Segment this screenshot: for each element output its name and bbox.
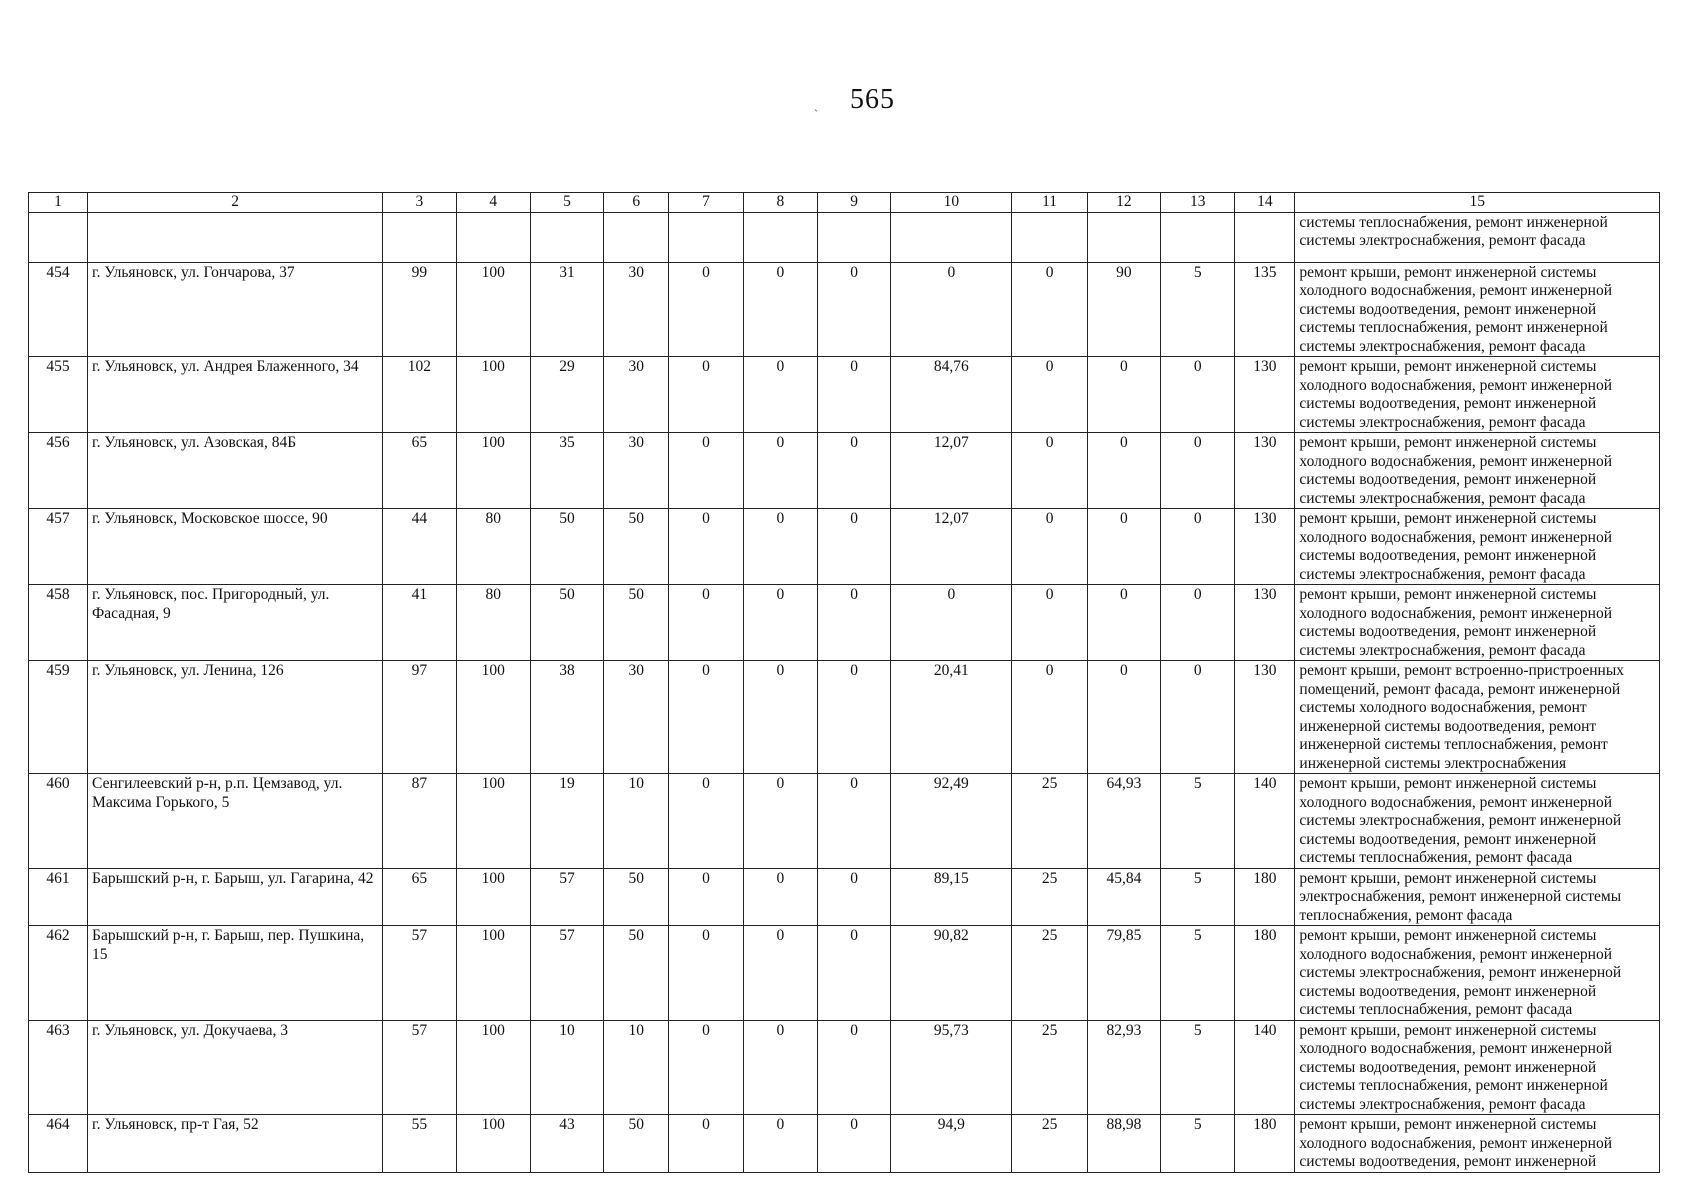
value-cell: 80 [456, 585, 530, 661]
value-cell: 100 [456, 1020, 530, 1115]
column-header: 4 [456, 193, 530, 213]
row-number: 458 [29, 585, 88, 661]
value-cell: 0 [743, 661, 817, 774]
row-number [29, 212, 88, 262]
value-cell: 100 [456, 262, 530, 357]
value-cell: 130 [1235, 357, 1295, 433]
value-cell: 25 [1012, 1115, 1087, 1173]
value-cell: 0 [817, 262, 890, 357]
value-cell [817, 212, 890, 262]
value-cell: 57 [383, 926, 456, 1021]
column-header: 10 [891, 193, 1012, 213]
value-cell: 5 [1161, 774, 1235, 869]
value-cell: 0 [1161, 661, 1235, 774]
value-cell: 35 [530, 433, 603, 509]
table-row [29, 433, 1660, 509]
table-row [29, 926, 1660, 1021]
value-cell: 0 [669, 868, 743, 926]
column-header: 9 [817, 193, 890, 213]
value-cell: 31 [530, 262, 603, 357]
value-cell: 44 [383, 509, 456, 585]
column-header: 11 [1012, 193, 1087, 213]
value-cell: 50 [530, 585, 603, 661]
value-cell: 135 [1235, 262, 1295, 357]
value-cell [669, 212, 743, 262]
value-cell: 0 [891, 585, 1012, 661]
value-cell: 0 [817, 509, 890, 585]
value-cell: 0 [1087, 357, 1160, 433]
value-cell: 57 [530, 926, 603, 1021]
value-cell: 0 [1012, 433, 1087, 509]
value-cell: 25 [1012, 774, 1087, 869]
works-cell: ремонт крыши, ремонт инженерной системы холодного водоснабжения, ремонт инженерной системы электроснабжения, ремонт инженерной системы водоотведения, ремонт инженерной системы теплоснабжения, ремонт фасада [1295, 926, 1660, 1021]
value-cell: 0 [1012, 585, 1087, 661]
table-row [29, 1115, 1660, 1173]
value-cell: 0 [817, 1020, 890, 1115]
repair-register-table [28, 192, 1660, 1173]
value-cell: 50 [604, 926, 669, 1021]
address-cell: г. Ульяновск, пос. Пригородный, ул. Фасадная, 9 [88, 585, 383, 661]
value-cell: 0 [817, 433, 890, 509]
value-cell: 5 [1161, 868, 1235, 926]
value-cell: 29 [530, 357, 603, 433]
value-cell: 64,93 [1087, 774, 1160, 869]
value-cell: 84,76 [891, 357, 1012, 433]
page-number: 565 [850, 84, 895, 115]
column-header: 12 [1087, 193, 1160, 213]
address-cell: г. Ульяновск, Московское шоссе, 90 [88, 509, 383, 585]
value-cell: 0 [669, 433, 743, 509]
value-cell: 20,41 [891, 661, 1012, 774]
value-cell: 0 [743, 1115, 817, 1173]
table-row [29, 868, 1660, 926]
value-cell: 88,98 [1087, 1115, 1160, 1173]
column-header: 1 [29, 193, 88, 213]
value-cell: 0 [817, 357, 890, 433]
value-cell: 25 [1012, 868, 1087, 926]
row-number: 457 [29, 509, 88, 585]
value-cell: 0 [1161, 357, 1235, 433]
value-cell: 100 [456, 661, 530, 774]
works-cell: ремонт крыши, ремонт инженерной системы холодного водоснабжения, ремонт инженерной системы водоотведения, ремонт инженерной системы теплоснабжения, ремонт инженерной системы электроснабжения, ремонт фасада [1295, 262, 1660, 357]
works-cell: ремонт крыши, ремонт инженерной системы электроснабжения, ремонт инженерной системы теплоснабжения, ремонт фасада [1295, 868, 1660, 926]
value-cell: 79,85 [1087, 926, 1160, 1021]
address-cell: г. Ульяновск, ул. Азовская, 84Б [88, 433, 383, 509]
value-cell: 0 [669, 1020, 743, 1115]
works-cell: ремонт крыши, ремонт инженерной системы холодного водоснабжения, ремонт инженерной системы водоотведения, ремонт инженерной системы электроснабжения, ремонт фасада [1295, 585, 1660, 661]
value-cell: 180 [1235, 1115, 1295, 1173]
table-row [29, 509, 1660, 585]
table-row [29, 661, 1660, 774]
column-header: 14 [1235, 193, 1295, 213]
address-cell [88, 212, 383, 262]
value-cell: 0 [817, 774, 890, 869]
table-row [29, 1020, 1660, 1115]
value-cell: 0 [817, 1115, 890, 1173]
value-cell: 95,73 [891, 1020, 1012, 1115]
page-mark: ˏ [814, 98, 818, 112]
column-header: 7 [669, 193, 743, 213]
value-cell: 0 [669, 661, 743, 774]
value-cell: 30 [604, 262, 669, 357]
value-cell [1161, 212, 1235, 262]
value-cell: 100 [456, 774, 530, 869]
value-cell: 41 [383, 585, 456, 661]
value-cell: 0 [1012, 509, 1087, 585]
value-cell: 50 [530, 509, 603, 585]
value-cell: 100 [456, 357, 530, 433]
value-cell: 25 [1012, 1020, 1087, 1115]
value-cell: 90 [1087, 262, 1160, 357]
value-cell: 30 [604, 661, 669, 774]
value-cell: 0 [669, 1115, 743, 1173]
value-cell: 0 [669, 774, 743, 869]
column-header: 6 [604, 193, 669, 213]
value-cell: 100 [456, 1115, 530, 1173]
address-cell: Сенгилеевский р-н, р.п. Цемзавод, ул. Максима Горького, 5 [88, 774, 383, 869]
table-row [29, 212, 1660, 262]
value-cell [383, 212, 456, 262]
value-cell: 100 [456, 926, 530, 1021]
value-cell: 140 [1235, 1020, 1295, 1115]
value-cell: 50 [604, 1115, 669, 1173]
column-number-row [29, 193, 1660, 213]
value-cell: 0 [1087, 433, 1160, 509]
value-cell: 50 [604, 509, 669, 585]
value-cell: 65 [383, 868, 456, 926]
value-cell: 0 [1012, 661, 1087, 774]
value-cell: 92,49 [891, 774, 1012, 869]
value-cell: 0 [891, 262, 1012, 357]
row-number: 456 [29, 433, 88, 509]
column-header: 5 [530, 193, 603, 213]
value-cell: 130 [1235, 585, 1295, 661]
value-cell: 0 [1161, 585, 1235, 661]
value-cell: 0 [743, 509, 817, 585]
value-cell: 130 [1235, 661, 1295, 774]
value-cell: 0 [1012, 262, 1087, 357]
value-cell: 0 [1161, 509, 1235, 585]
value-cell: 0 [817, 868, 890, 926]
address-cell: г. Ульяновск, пр-т Гая, 52 [88, 1115, 383, 1173]
table-row [29, 585, 1660, 661]
value-cell: 50 [604, 585, 669, 661]
value-cell: 0 [743, 357, 817, 433]
row-number: 460 [29, 774, 88, 869]
value-cell: 0 [743, 926, 817, 1021]
column-header: 8 [743, 193, 817, 213]
value-cell: 5 [1161, 926, 1235, 1021]
row-number: 454 [29, 262, 88, 357]
address-cell: г. Ульяновск, ул. Ленина, 126 [88, 661, 383, 774]
value-cell: 94,9 [891, 1115, 1012, 1173]
address-cell: г. Ульяновск, ул. Андрея Блаженного, 34 [88, 357, 383, 433]
value-cell: 99 [383, 262, 456, 357]
works-cell: системы теплоснабжения, ремонт инженерной системы электроснабжения, ремонт фасада [1295, 212, 1660, 262]
value-cell: 10 [604, 774, 669, 869]
value-cell: 65 [383, 433, 456, 509]
works-cell: ремонт крыши, ремонт инженерной системы холодного водоснабжения, ремонт инженерной системы водоотведения, ремонт инженерной системы электроснабжения, ремонт фасада [1295, 357, 1660, 433]
column-header: 2 [88, 193, 383, 213]
value-cell: 100 [456, 433, 530, 509]
value-cell: 0 [669, 509, 743, 585]
row-number: 464 [29, 1115, 88, 1173]
value-cell: 0 [669, 585, 743, 661]
works-cell: ремонт крыши, ремонт встроенно-пристроенных помещений, ремонт фасада, ремонт инженерной системы холодного водоснабжения, ремонт инженерной системы водоотведения, ремонт инженерной системы теплоснабжения, ремонт инженерной системы электроснабжения [1295, 661, 1660, 774]
value-cell [891, 212, 1012, 262]
value-cell: 102 [383, 357, 456, 433]
works-cell: ремонт крыши, ремонт инженерной системы холодного водоснабжения, ремонт инженерной системы водоотведения, ремонт инженерной системы теплоснабжения, ремонт инженерной системы электроснабжения, ремонт фасада [1295, 1020, 1660, 1115]
value-cell: 82,93 [1087, 1020, 1160, 1115]
value-cell: 57 [530, 868, 603, 926]
works-cell: ремонт крыши, ремонт инженерной системы холодного водоснабжения, ремонт инженерной системы электроснабжения, ремонт инженерной системы водоотведения, ремонт инженерной системы теплоснабжения, ремонт фасада [1295, 774, 1660, 869]
value-cell: 12,07 [891, 509, 1012, 585]
value-cell: 0 [1012, 357, 1087, 433]
value-cell: 5 [1161, 262, 1235, 357]
value-cell [530, 212, 603, 262]
value-cell: 180 [1235, 868, 1295, 926]
value-cell: 0 [743, 774, 817, 869]
row-number: 459 [29, 661, 88, 774]
works-cell: ремонт крыши, ремонт инженерной системы холодного водоснабжения, ремонт инженерной системы водоотведения, ремонт инженерной системы электроснабжения, ремонт фасада [1295, 509, 1660, 585]
address-cell: г. Ульяновск, ул. Гончарова, 37 [88, 262, 383, 357]
value-cell: 0 [669, 262, 743, 357]
value-cell: 0 [743, 1020, 817, 1115]
table-row [29, 357, 1660, 433]
row-number: 455 [29, 357, 88, 433]
value-cell: 10 [604, 1020, 669, 1115]
value-cell: 43 [530, 1115, 603, 1173]
value-cell: 50 [604, 868, 669, 926]
address-cell: Барышский р-н, г. Барыш, пер. Пушкина, 15 [88, 926, 383, 1021]
row-number: 461 [29, 868, 88, 926]
value-cell [456, 212, 530, 262]
works-cell: ремонт крыши, ремонт инженерной системы холодного водоснабжения, ремонт инженерной системы водоотведения, ремонт инженерной [1295, 1115, 1660, 1173]
value-cell: 80 [456, 509, 530, 585]
value-cell: 0 [1161, 433, 1235, 509]
value-cell: 87 [383, 774, 456, 869]
row-number: 463 [29, 1020, 88, 1115]
value-cell: 0 [817, 661, 890, 774]
value-cell: 38 [530, 661, 603, 774]
value-cell: 30 [604, 433, 669, 509]
value-cell: 130 [1235, 509, 1295, 585]
address-cell: г. Ульяновск, ул. Докучаева, 3 [88, 1020, 383, 1115]
value-cell: 130 [1235, 433, 1295, 509]
value-cell: 19 [530, 774, 603, 869]
value-cell: 0 [743, 868, 817, 926]
column-header: 3 [383, 193, 456, 213]
value-cell: 0 [669, 926, 743, 1021]
value-cell: 89,15 [891, 868, 1012, 926]
value-cell [1235, 212, 1295, 262]
value-cell: 0 [817, 585, 890, 661]
value-cell: 5 [1161, 1115, 1235, 1173]
value-cell: 100 [456, 868, 530, 926]
value-cell: 0 [743, 262, 817, 357]
value-cell: 0 [1087, 509, 1160, 585]
value-cell: 0 [669, 357, 743, 433]
value-cell: 0 [743, 433, 817, 509]
value-cell [1012, 212, 1087, 262]
value-cell: 55 [383, 1115, 456, 1173]
value-cell [1087, 212, 1160, 262]
value-cell [604, 212, 669, 262]
value-cell: 5 [1161, 1020, 1235, 1115]
value-cell [743, 212, 817, 262]
value-cell: 12,07 [891, 433, 1012, 509]
value-cell: 180 [1235, 926, 1295, 1021]
value-cell: 30 [604, 357, 669, 433]
table-row [29, 774, 1660, 869]
value-cell: 140 [1235, 774, 1295, 869]
value-cell: 0 [1087, 661, 1160, 774]
address-cell: Барышский р-н, г. Барыш, ул. Гагарина, 42 [88, 868, 383, 926]
value-cell: 0 [743, 585, 817, 661]
value-cell: 57 [383, 1020, 456, 1115]
value-cell: 90,82 [891, 926, 1012, 1021]
value-cell: 25 [1012, 926, 1087, 1021]
column-header: 13 [1161, 193, 1235, 213]
table-row [29, 262, 1660, 357]
value-cell: 45,84 [1087, 868, 1160, 926]
value-cell: 97 [383, 661, 456, 774]
row-number: 462 [29, 926, 88, 1021]
column-header: 15 [1295, 193, 1660, 213]
value-cell: 10 [530, 1020, 603, 1115]
works-cell: ремонт крыши, ремонт инженерной системы холодного водоснабжения, ремонт инженерной системы водоотведения, ремонт инженерной системы электроснабжения, ремонт фасада [1295, 433, 1660, 509]
value-cell: 0 [817, 926, 890, 1021]
value-cell: 0 [1087, 585, 1160, 661]
